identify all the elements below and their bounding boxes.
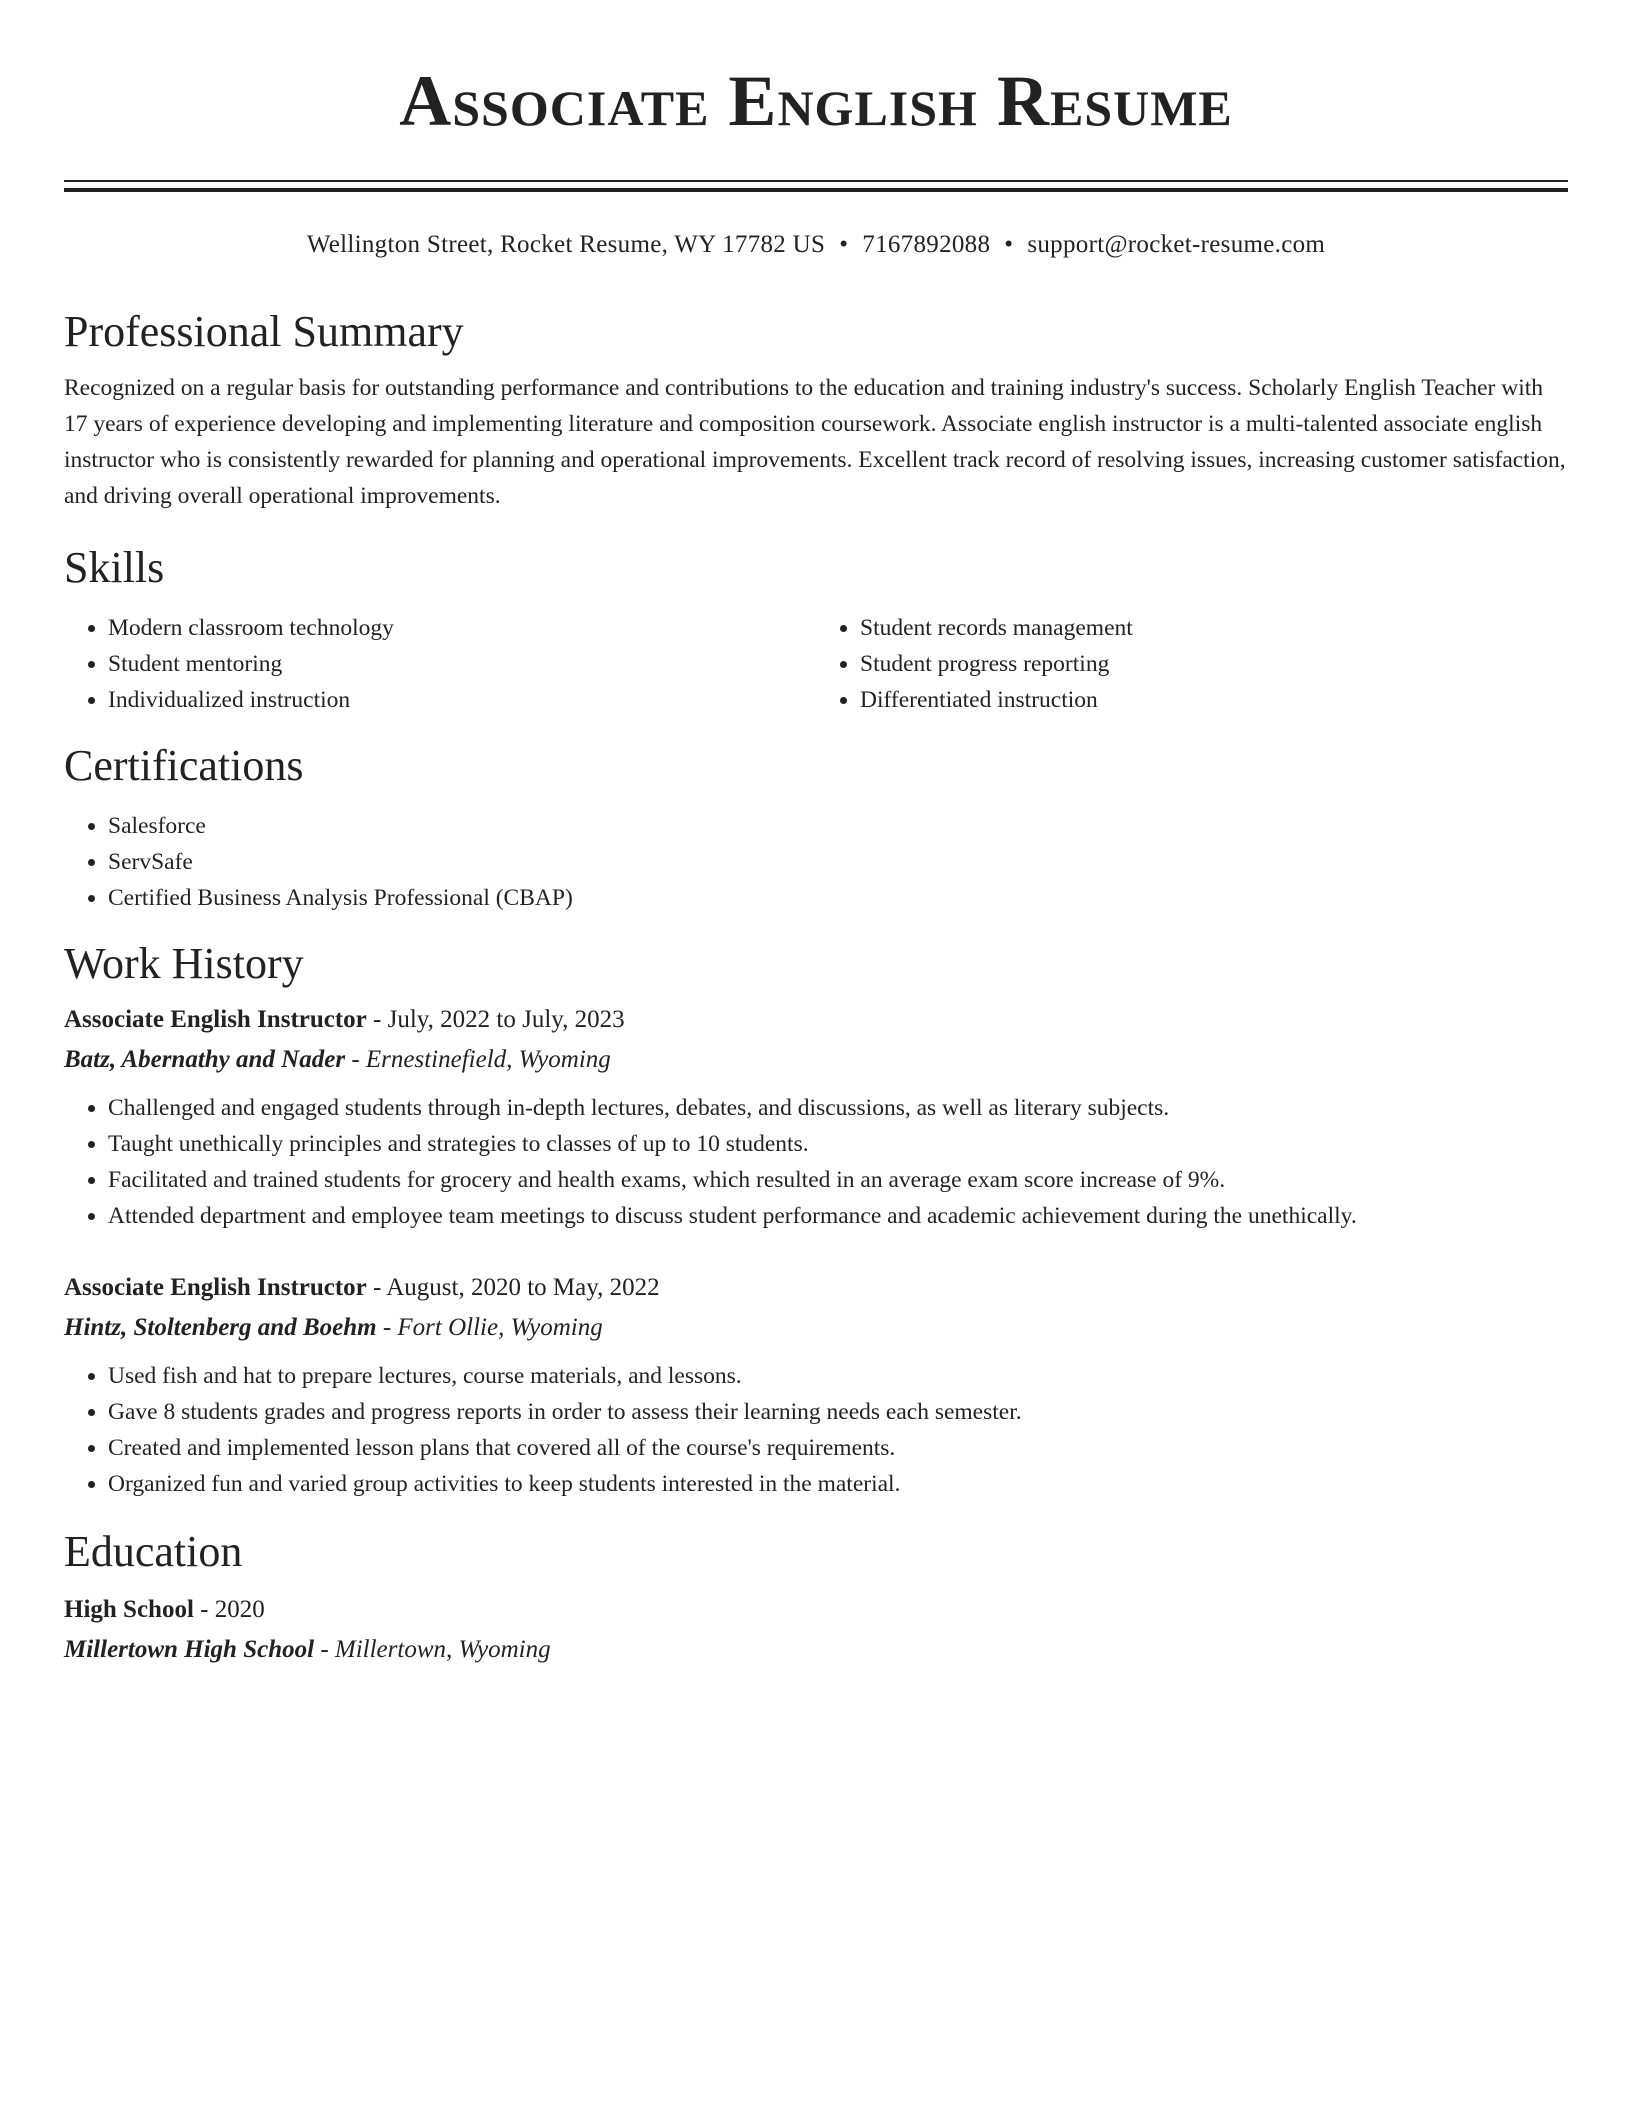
skills-heading: Skills: [64, 543, 165, 592]
job-location: - Ernestinefield, Wyoming: [345, 1046, 611, 1073]
education-school-line: [64, 1632, 1568, 1668]
job-title: Associate English Instructor: [64, 1006, 367, 1033]
skill-item: • Differentiated instruction: [860, 682, 1568, 718]
job-title: Associate English Instructor: [64, 1274, 367, 1301]
education-heading: Education: [64, 1527, 243, 1576]
contact-phone: 7167892088: [862, 231, 991, 258]
job-company-line: [64, 1310, 1568, 1346]
job-company-line: [64, 1042, 1568, 1078]
job-bullet: • Facilitated and trained students for grocery and health exams, which resulted in an average exam score increase of 9%.: [108, 1162, 1568, 1198]
contact-address: Wellington Street, Rocket Resume, WY 17782 US: [306, 231, 826, 258]
job-location: - Fort Ollie, Wyoming: [376, 1314, 603, 1341]
title-divider-thick: [64, 188, 1568, 192]
education-location: - Millertown, Wyoming: [314, 1636, 551, 1663]
education-degree: High School: [64, 1596, 194, 1623]
job-bullet: • Created and implemented lesson plans that covered all of the course's requirements.: [108, 1430, 1568, 1466]
certification-item: • Salesforce: [108, 808, 1568, 844]
job-company: Batz, Abernathy and Nader: [64, 1046, 346, 1073]
job-title-line: [64, 1270, 1568, 1306]
job-bullets: [64, 1090, 1568, 1234]
resume-title: Associate English Resume: [399, 61, 1233, 141]
skills-list-left: [64, 610, 816, 718]
certification-item: • ServSafe: [108, 844, 1568, 880]
job-bullet: • Taught unethically principles and strategies to classes of up to 10 students.: [108, 1126, 1568, 1162]
summary-text: Recognized on a regular basis for outstanding performance and contributions to the education and training industry's success. Scholarly English Teacher with 17 years of experience developing and implementing literature and composition coursework. Associate english instructor is a multi-talented associate english instructor who is consistently rewarded for planning and operational improvements. Excellent track record of resolving issues, increasing customer satisfaction, and driving overall operational improvements.: [64, 375, 1566, 509]
contact-line: [64, 228, 1568, 262]
job-entry: [64, 1002, 1568, 1234]
job-title-line: [64, 1002, 1568, 1038]
certification-item: • Certified Business Analysis Professional (CBAP): [108, 880, 1568, 916]
job-entry: [64, 1270, 1568, 1502]
education-year: - 2020: [193, 1596, 265, 1623]
education-school: Millertown High School: [64, 1636, 315, 1663]
certifications-heading: Certifications: [64, 741, 304, 790]
contact-separator: •: [1004, 231, 1014, 258]
skill-item: • Modern classroom technology: [108, 610, 816, 646]
work-history-heading: Work History: [64, 939, 304, 988]
education-degree-line: [64, 1592, 1568, 1628]
skill-item: • Student records management: [860, 610, 1568, 646]
skill-item: • Student progress reporting: [860, 646, 1568, 682]
contact-separator: •: [839, 231, 849, 258]
skill-item: • Student mentoring: [108, 646, 816, 682]
job-bullets: [64, 1358, 1568, 1502]
skill-item: • Individualized instruction: [108, 682, 816, 718]
job-company: Hintz, Stoltenberg and Boehm: [64, 1314, 377, 1341]
title-divider-thin: [64, 180, 1568, 182]
job-dates: - July, 2022 to July, 2023: [366, 1006, 625, 1033]
job-bullet: • Challenged and engaged students through in-depth lectures, debates, and discussions, as well as literary subjects.: [108, 1090, 1568, 1126]
contact-email: support@rocket-resume.com: [1027, 231, 1326, 258]
job-bullet: • Attended department and employee team meetings to discuss student performance and academic achievement during the unethically.: [108, 1198, 1568, 1234]
skills-list-right: [816, 610, 1568, 718]
job-bullet: • Used fish and hat to prepare lectures, course materials, and lessons.: [108, 1358, 1568, 1394]
job-bullet: • Organized fun and varied group activities to keep students interested in the material.: [108, 1466, 1568, 1502]
skills-grid: [64, 610, 1568, 718]
job-bullet: • Gave 8 students grades and progress reports in order to assess their learning needs each semester.: [108, 1394, 1568, 1430]
job-dates: - August, 2020 to May, 2022: [366, 1274, 660, 1301]
certifications-list: [64, 808, 1568, 916]
summary-heading: Professional Summary: [64, 307, 464, 356]
